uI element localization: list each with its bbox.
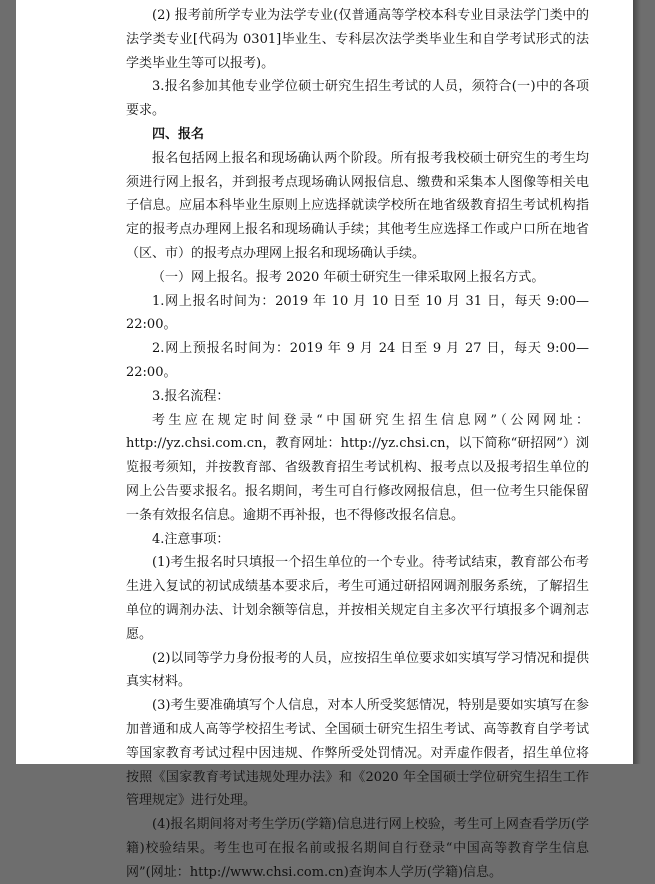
paragraph-note-3: (3)考生要准确填写个人信息，对本人所受奖惩情况，特别是要如实填写在参加普通和成人高等学校招生考试、全国硕士研究生招生考试、高等教育自学考试等国家教育考试过程中因违规、作弊所受处罚情况。对弄虚作假者，招生单位将按照《国家教育考试违规处理办法》和《2020 年全国硕士学位研究生招生工作管理规定》进行处理。 bbox=[126, 698, 589, 809]
paragraph-notes-label: 4.注意事项： bbox=[152, 531, 230, 547]
document-body bbox=[126, 4, 589, 884]
paragraph-pre-registration-time: 2.网上预报名时间为：2019 年 9 月 24 日至 9 月 27 日，每天 9:00—22:00。 bbox=[126, 341, 589, 380]
paragraph-registration-process: 考生应在规定时间登录“中国研究生招生信息网”（公网网址：http://yz.chsi.com.cn，教育网址：http://yz.chsi.cn，以下简称“研招网”）浏览报考须知，并按教育部、省级教育招生考试机构、报考点以及报考招生单位的网上公告要求报名。报名期间，考生可自行修改网报信息，但一位考生只能保留一条有效报名信息。逾期不再补报，也不得修改报名信息。 bbox=[126, 412, 589, 523]
paragraph-other-professional-degree: 3.报名参加其他专业学位硕士研究生招生考试的人员，须符合(一)中的各项要求。 bbox=[126, 79, 589, 119]
paragraph-note-1: (1)考生报名时只填报一个招生单位的一个专业。待考试结束，教育部公布考生进入复试的初试成绩基本要求后，考生可通过研招网调剂服务系统，了解招生单位的调剂办法、计划余额等信息，并按相关规定自主多次平行填报多个调剂志愿。 bbox=[126, 555, 589, 642]
section-heading-registration: 四、报名 bbox=[152, 126, 205, 142]
paragraph-registration-overview: 报名包括网上报名和现场确认两个阶段。所有报考我校硕士研究生的考生均须进行网上报名，并到报考点现场确认网报信息、缴费和采集本人图像等相关电子信息。应届本科毕业生原则上应选择就读学校所在地省级教育招生考试机构指定的报考点办理网上报名和现场确认手续；其他考生应选择工作或户口所在地省（区、市）的报考点办理网上报名和现场确认手续。 bbox=[126, 150, 589, 261]
document-page bbox=[16, 0, 633, 880]
paragraph-online-registration: （一）网上报名。报考 2020 年硕士研究生一律采取网上报名方式。 bbox=[152, 269, 545, 285]
paragraph-note-4: (4)报名期间将对考生学历(学籍)信息进行网上校验，考生可上网查看学历(学籍)校验结果。考生也可在报名前或报名期间自行登录“中国高等教育学生信息网”(网址：http://www.chsi.com.cn)查询本人学历(学籍)信息。 bbox=[126, 817, 589, 880]
paragraph-registration-process-label: 3.报名流程： bbox=[152, 388, 230, 404]
paragraph-law-major: (2) 报考前所学专业为法学专业(仅普通高等学校本科专业目录法学门类中的法学类专业[代码为 0301]毕业生、专科层次法学类毕业生和自学考试形式的法学类毕业生等可以报考)。 bbox=[126, 8, 589, 71]
paragraph-online-registration-time: 1.网上报名时间为：2019 年 10 月 10 日至 10 月 31 日，每天 9:00—22:00。 bbox=[126, 293, 589, 333]
paragraph-note-2: (2)以同等学力身份报考的人员，应按招生单位要求如实填写学习情况和提供真实材料。 bbox=[126, 650, 589, 690]
page-shadow bbox=[633, 0, 641, 764]
